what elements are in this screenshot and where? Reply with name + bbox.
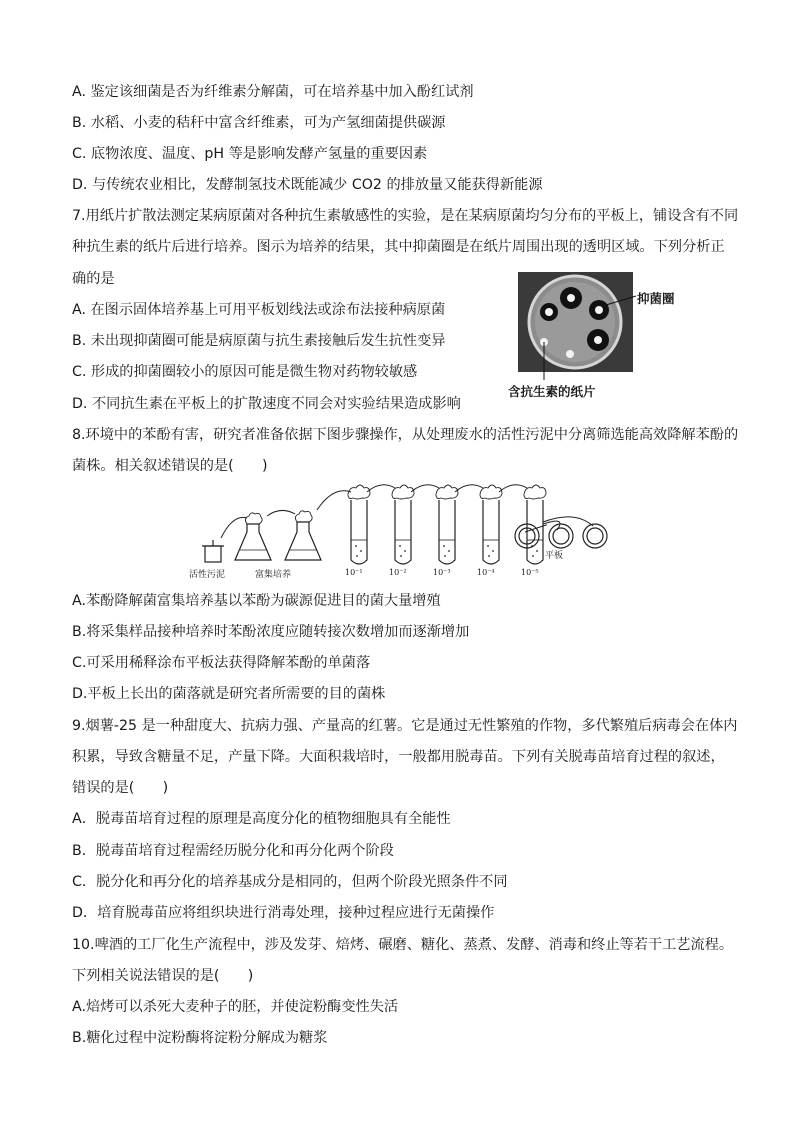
q8-option-a: A.苯酚降解菌富集培养基以苯酚为碳源促进目的菌大量增殖	[72, 593, 441, 609]
q6-option-d: D. 与传统农业相比，发酵制氢技术既能减少 CO2 的排放量又能获得新能源	[72, 177, 543, 193]
agar-plate	[583, 524, 607, 548]
tube-label-3: 10⁻³	[433, 568, 451, 577]
q6-option-c: C. 底物浓度、温度、pH 等是影响发酵产氢量的重要因素	[72, 146, 428, 162]
label-inhibition-zone: 抑菌圈	[637, 291, 675, 306]
sludge-container	[202, 540, 224, 562]
q9-stem-line-1: 9.烟薯-25 是一种甜度大、抗病力强、产量高的红薯。它是通过无性繁殖的作物，多代繁殖后病毒会在体内	[72, 718, 738, 734]
q8-option-b: B.将采集样品接种培养时苯酚浓度应随转接次数增加而逐渐增加	[72, 624, 470, 640]
q7-option-b: B. 未出现抑菌圈可能是病原菌与抗生素接触后发生抗性变异	[72, 333, 446, 349]
q7-stem-line-1: 7.用纸片扩散法测定某病原菌对各种抗生素敏感性的实验，是在某病原菌均匀分布的平板上，铺设含有不同	[72, 208, 739, 224]
q10-stem-line-2: 下列相关说法错误的是( )	[72, 968, 254, 984]
q7-option-d: D. 不同抗生素在平板上的扩散速度不同会对实验结果造成影响	[72, 396, 461, 412]
agar-plate	[549, 524, 573, 548]
enrichment-flask-2	[285, 511, 321, 560]
q7-stem-line-3: 确的是	[72, 271, 115, 287]
q8-option-c: C.可采用稀释涂布平板法获得降解苯酚的单菌落	[72, 655, 371, 671]
q6-option-b: B. 水稻、小麦的秸秆中富含纤维素，可为产氢细菌提供碳源	[72, 115, 446, 131]
tube-label-2: 10⁻²	[389, 568, 407, 577]
label-antibiotic-disc: 含抗生素的纸片	[508, 384, 596, 399]
dilution-tube	[436, 485, 458, 564]
q9-option-d: D．培育脱毒苗应将组织块进行消毒处理，接种过程应进行无菌操作	[72, 905, 495, 921]
q7-figure-leader-lines	[518, 272, 648, 387]
q9-stem-line-3: 错误的是( )	[72, 780, 169, 796]
enrichment-flask-1	[235, 513, 271, 560]
q7-option-a: A. 在图示固体培养基上可用平板划线法或涂布法接种病原菌	[72, 302, 446, 318]
label-enrichment-culture: 富集培养	[255, 570, 292, 580]
q9-option-c: C．脱分化和再分化的培养基成分是相同的，但两个阶段光照条件不同	[72, 874, 508, 890]
dilution-tube	[480, 485, 502, 564]
tube-label-1: 10⁻¹	[345, 568, 363, 577]
q10-option-a: A.焙烤可以杀死大麦种子的胚，并使淀粉酶变性失活	[72, 999, 399, 1015]
tube-label-4: 10⁻⁴	[477, 568, 495, 577]
dilution-tube	[392, 485, 414, 564]
q10-option-b: B.糖化过程中淀粉酶将淀粉分解成为糖浆	[72, 1030, 328, 1046]
q9-stem-line-2: 积累，导致含糖量不足，产量下降。大面积栽培时，一般都用脱毒苗。下列有关脱毒苗培育过程的叙述，	[72, 749, 725, 765]
q7-stem-line-2: 种抗生素的纸片后进行培养。图示为培养的结果，其中抑菌圈是在纸片周围出现的透明区域。下列分析正	[72, 239, 725, 255]
dilution-tube	[348, 485, 370, 564]
q8-stem-line-1: 8.环境中的苯酚有害，研究者准备依据下图步骤操作，从处理废水的活性污泥中分离筛选能高效降解苯酚的	[72, 427, 739, 443]
q8-option-d: D.平板上长出的菌落就是研究者所需要的目的菌株	[72, 686, 386, 702]
q10-stem-line-1: 10.啤酒的工厂化生产流程中，涉及发芽、焙烤、碾磨、糖化、蒸煮、发酵、消毒和终止等若干工艺流程。	[72, 937, 734, 953]
tube-label-5: 10⁻⁵	[521, 568, 539, 577]
q7-option-c: C. 形成的抑菌圈较小的原因可能是微生物对药物较敏感	[72, 364, 418, 380]
label-activated-sludge: 活性污泥	[189, 570, 226, 580]
q6-option-a: A. 鉴定该细菌是否为纤维素分解菌，可在培养基中加入酚红试剂	[72, 84, 474, 100]
q9-option-b: B．脱毒苗培育过程需经历脱分化和再分化两个阶段	[72, 843, 394, 859]
label-plate: 平板	[545, 551, 564, 561]
q9-option-a: A．脱毒苗培育过程的原理是高度分化的植物细胞具有全能性	[72, 811, 451, 827]
q8-stem-line-2: 菌株。相关叙述错误的是( )	[72, 458, 268, 474]
